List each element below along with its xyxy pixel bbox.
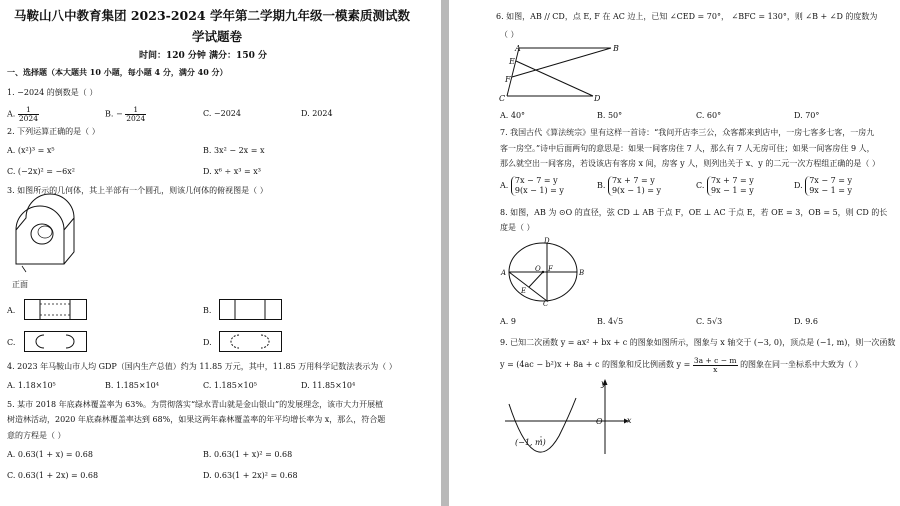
q4-option-d: D. 11.85×10⁴ [301,381,356,390]
exam-title-line1: 马鞍山八中教育集团 2023-2024 学年第二学期九年级一模素质测试数 [14,8,410,23]
q8-label-d: D [544,237,550,245]
q6-stem-paren: （ ） [500,30,519,39]
q6-label-a: A [515,44,521,53]
q8-label-f: F [548,265,553,273]
q6-option-a: A. 40° [500,111,526,120]
q5-line3: 意的方程是（ ） [7,431,66,440]
q3-option-a-figure [24,299,88,321]
q6-option-c: C. 60° [696,111,722,120]
q6-option-b: B. 50° [597,111,623,120]
q2-option-d: D. x⁶ ÷ x³ = x³ [203,167,261,176]
q8-label-a: A [501,269,507,277]
q5-line1: 5. 某市 2018 年底森林覆盖率为 63%。为贯彻落实“绿水青山就是金山银山”的发展理念，该市大力开展植 [7,400,384,409]
q9-label-x: x [627,416,632,425]
q1-option-b: B. − $\frac{1}{2024}$ [105,105,146,123]
q8-option-a: A. 9 [500,317,516,326]
q8-label-c: C [543,300,549,308]
q9-label-origin: O [596,417,603,426]
q4-option-a: A. 1.18×10⁵ [7,381,56,390]
exam-info: 时间：120 分钟 满分：150 分 [139,51,267,61]
q3-solid-figure [12,204,82,282]
q3-option-a-label: A. [7,306,16,315]
q7-option-d: D. 7x − 7 = y 9x − 1 = y [794,176,853,195]
section-heading: 一、选择题（本大题共 10 小题，每小题 4 分，满分 40 分） [7,67,228,77]
q3-option-d-figure [219,331,283,353]
q7-line3: 那么就空出一间客房，若设该店有客房 x 间，房客 y 人，则列出关于 x、y 的二元一次方程组正确的是（ ） [500,159,880,168]
q7-option-c: C. 7x + 7 = y 9x − 1 = y [696,176,754,195]
q9-label-vertex: (−1, m) [515,438,546,447]
q6-option-d: D. 70° [794,111,820,120]
q8-label-e: E [521,287,527,295]
right-page [449,0,900,506]
q5-option-d: D. 0.63(1 + 2x)² = 0.68 [203,471,298,480]
q6-stem: 6. 如图，AB // CD，点 E, F 在 AC 边上，已知 ∠CED = 70°， ∠BFC = 130°，则 ∠B + ∠D 的度数为 [496,12,878,21]
q9-line1: 9. 已知二次函数 y = ax² + bx + c 的图象如图所示，图象与 x 轴交于 (−3, 0)，顶点是 (−1, m)，则一次函数 [500,338,896,347]
q2-option-b: B. 3x² − 2x = x [203,146,265,155]
q4-option-b: B. 1.185×10⁴ [105,381,159,390]
q1-option-d: D. 2024 [301,109,333,118]
q3-option-b-figure [219,299,283,321]
q6-label-b: B [613,44,619,53]
q3-option-c-figure [24,331,88,353]
q1-option-c: C. −2024 [203,109,241,118]
exam-title-line2: 学试题卷 [192,29,243,44]
q8-line1: 8. 如图，AB 为 ⊙O 的直径，弦 CD ⊥ AB 于点 F，OE ⊥ AC 于点 E，若 OE = 3，OB = 5，则 CD 的长 [500,208,888,217]
q5-option-c: C. 0.63(1 + 2x) = 0.68 [7,471,99,480]
q9-line2: y = (4ac − b²)x + 8a + c 的图象和反比例函数 y = $\frac{3a + c - m}{x}$ 的图象在同一坐标系中大致为（ ） [500,355,863,374]
left-page [0,0,441,506]
q7-line2: 客一房空。”诗中后面两句的意思是：如果一间客房住 7 人，那么有 7 人无房可住；如果一间客房住 9 人， [500,144,875,153]
q5-option-b: B. 0.63(1 + x)² = 0.68 [203,450,293,459]
q8-label-b: B [579,269,585,277]
q1-option-a: A. $\frac{1}{2024}$ [7,105,38,123]
q3-option-d-label: D. [203,338,212,347]
q8-label-o: O [535,265,541,273]
q6-label-f: F [505,75,511,84]
q7-line1: 7. 我国古代《算法统宗》里有这样一首诗：“我问开店李三公，众客都来到店中，一房七客多七客，一房九 [500,128,875,137]
q2-stem: 2. 下列运算正确的是（ ） [7,127,100,136]
page-gap [441,0,449,506]
q8-circle-figure [505,240,585,308]
q5-option-a: A. 0.63(1 + x) = 0.68 [7,450,93,459]
q8-option-c: C. 5√3 [696,317,723,326]
q6-label-e: E [509,57,515,66]
q9-label-y: y [601,379,606,388]
q7-option-a: A. 7x − 7 = y 9(x − 1) = y [500,176,564,195]
q8-option-d: D. 9.6 [794,317,818,326]
q3-front-label: 正面 [12,280,28,289]
q8-option-b: B. 4√5 [597,317,624,326]
q3-option-c-label: C. [7,338,16,347]
q7-option-b: B. 7x + 7 = y 9(x − 1) = y [597,176,661,195]
q4-option-c: C. 1.185×10⁵ [203,381,257,390]
q4-stem: 4. 2023 年马鞍山市人均 GDP（国内生产总值）约为 11.85 万元，其中，11.85 万用科学记数法表示为（ ） [7,362,397,371]
q6-label-c: C [499,94,506,103]
q2-option-a: A. (x²)³ = x⁵ [7,146,55,155]
q3-stem: 3. 如图所示的几何体，其上半部有一个圆孔，则该几何体的俯视图是（ ） [7,186,268,195]
q2-option-c: C. (−2x)² = −6x² [7,167,75,176]
q5-line2: 树造林活动，2020 年底森林覆盖率达到 68%，如果这两年森林覆盖率的年平均增长率为 x，那么，符合题 [7,415,386,424]
q1-stem: 1. −2024 的倒数是（ ） [7,88,98,97]
q8-line2: 度是（ ） [500,223,535,232]
q6-label-d: D [594,94,601,103]
q3-option-b-label: B. [203,306,212,315]
